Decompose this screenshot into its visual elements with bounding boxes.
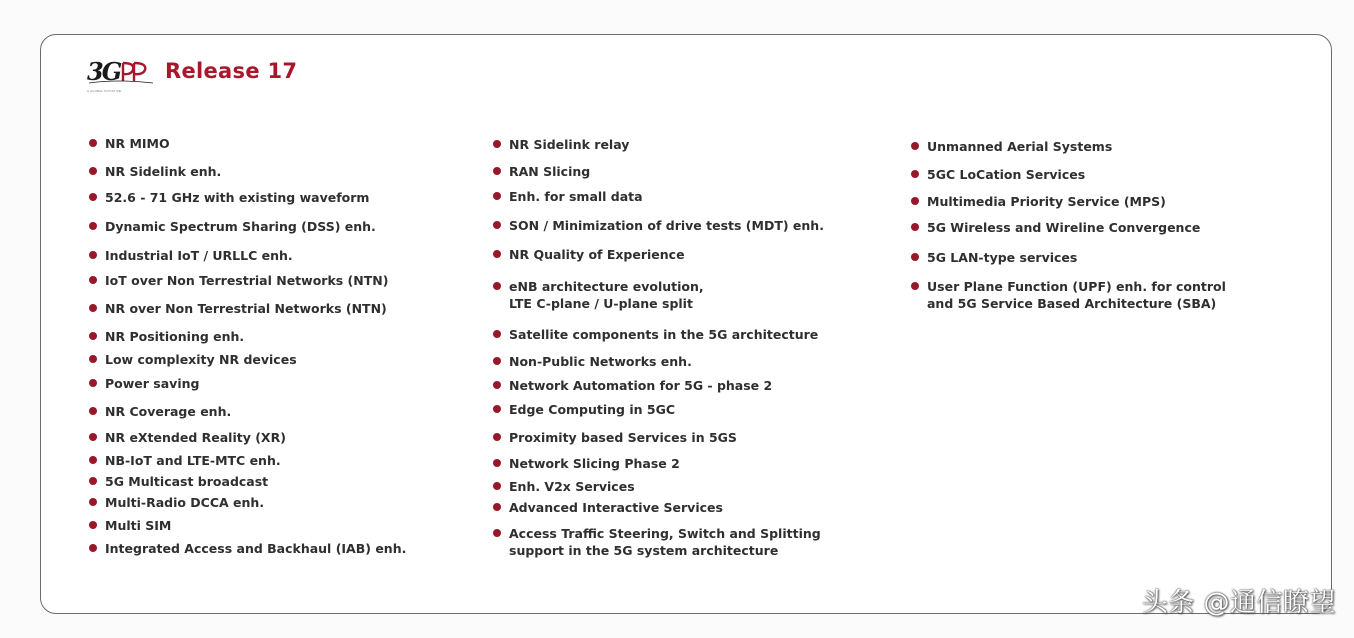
feature-column-3 <box>911 35 1311 595</box>
list-item: Unmanned Aerial Systems <box>911 138 1112 155</box>
watermark: 头条 @通信瞭望 <box>1141 588 1336 618</box>
list-item: Enh. for small data <box>493 188 643 205</box>
bullet-icon <box>493 167 501 175</box>
list-item: NR Positioning enh. <box>89 328 244 345</box>
bullet-icon <box>89 498 97 506</box>
bullet-icon <box>89 139 97 147</box>
bullet-icon <box>493 529 501 537</box>
list-item: Network Slicing Phase 2 <box>493 455 680 472</box>
list-item: Industrial IoT / URLLC enh. <box>89 247 293 264</box>
list-item: Access Traffic Steering, Switch and Splitting support in the 5G system architecture <box>493 525 821 559</box>
list-item: Enh. V2x Services <box>493 478 635 495</box>
bullet-icon <box>89 304 97 312</box>
list-item: 5G Wireless and Wireline Convergence <box>911 219 1200 236</box>
list-item: NR Coverage enh. <box>89 403 231 420</box>
list-item: Integrated Access and Backhaul (IAB) enh. <box>89 540 406 557</box>
list-item: Satellite components in the 5G architecture <box>493 326 818 343</box>
svg-text:3G: 3G <box>87 57 121 86</box>
bullet-icon <box>493 357 501 365</box>
list-item: 52.6 - 71 GHz with existing waveform <box>89 189 369 206</box>
bullet-icon <box>911 282 919 290</box>
list-item: Multi-Radio DCCA enh. <box>89 494 264 511</box>
bullet-icon <box>89 355 97 363</box>
bullet-icon <box>493 482 501 490</box>
bullet-icon <box>911 197 919 205</box>
list-item: NR Sidelink enh. <box>89 163 221 180</box>
bullet-icon <box>89 251 97 259</box>
list-item: Low complexity NR devices <box>89 351 297 368</box>
bullet-icon <box>493 250 501 258</box>
bullet-icon <box>911 223 919 231</box>
bullet-icon <box>493 433 501 441</box>
list-item: Power saving <box>89 375 199 392</box>
list-item: Proximity based Services in 5GS <box>493 429 737 446</box>
list-item: Advanced Interactive Services <box>493 499 723 516</box>
bullet-icon <box>493 381 501 389</box>
list-item: NR over Non Terrestrial Networks (NTN) <box>89 300 387 317</box>
bullet-icon <box>493 405 501 413</box>
bullet-icon <box>911 253 919 261</box>
feature-column-2 <box>493 35 893 595</box>
list-item: Edge Computing in 5GC <box>493 401 675 418</box>
logo-tagline: A GLOBAL INITIATIVE <box>87 89 122 93</box>
list-item: 5G LAN-type services <box>911 249 1077 266</box>
list-item: Dynamic Spectrum Sharing (DSS) enh. <box>89 218 376 235</box>
bullet-icon <box>89 276 97 284</box>
bullet-icon <box>89 433 97 441</box>
list-item: NR MIMO <box>89 135 170 152</box>
list-item: Multi SIM <box>89 517 171 534</box>
bullet-icon <box>89 477 97 485</box>
bullet-icon <box>89 521 97 529</box>
list-item: 5G Multicast broadcast <box>89 473 268 490</box>
bullet-icon <box>89 456 97 464</box>
list-item: NB-IoT and LTE-MTC enh. <box>89 452 281 469</box>
bullet-icon <box>89 379 97 387</box>
list-item: eNB architecture evolution, LTE C-plane / U-plane split <box>493 278 704 312</box>
bullet-icon <box>89 193 97 201</box>
bullet-icon <box>493 140 501 148</box>
bullet-icon <box>493 221 501 229</box>
bullet-icon <box>493 503 501 511</box>
bullet-icon <box>89 332 97 340</box>
bullet-icon <box>493 192 501 200</box>
list-item: 5GC LoCation Services <box>911 166 1085 183</box>
list-item: Network Automation for 5G - phase 2 <box>493 377 772 394</box>
bullet-icon <box>89 407 97 415</box>
list-item: IoT over Non Terrestrial Networks (NTN) <box>89 272 388 289</box>
list-item: SON / Minimization of drive tests (MDT) enh. <box>493 217 824 234</box>
list-item: User Plane Function (UPF) enh. for control and 5G Service Based Architecture (SBA) <box>911 278 1226 312</box>
list-item: NR Sidelink relay <box>493 136 629 153</box>
bullet-icon <box>89 544 97 552</box>
list-item: NR Quality of Experience <box>493 246 685 263</box>
page-title: Release 17 <box>165 59 298 83</box>
bullet-icon <box>493 330 501 338</box>
bullet-icon <box>493 282 501 290</box>
list-item: NR eXtended Reality (XR) <box>89 429 286 446</box>
release-card <box>40 34 1332 614</box>
bullet-icon <box>89 167 97 175</box>
bullet-icon <box>493 459 501 467</box>
bullet-icon <box>911 170 919 178</box>
bullet-icon <box>911 142 919 150</box>
list-item: Non-Public Networks enh. <box>493 353 692 370</box>
bullet-icon <box>89 222 97 230</box>
list-item: Multimedia Priority Service (MPS) <box>911 193 1166 210</box>
list-item: RAN Slicing <box>493 163 590 180</box>
feature-column-1 <box>89 35 489 595</box>
